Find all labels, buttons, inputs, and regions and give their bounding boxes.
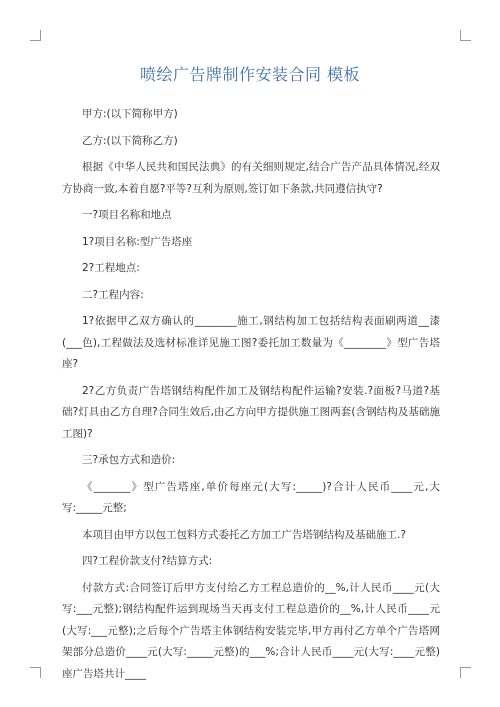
crop-mark-top-right [460, 30, 471, 41]
crop-mark-bottom-left [30, 667, 41, 678]
section-heading-4: 四?工程价款支付?结算方式: [82, 555, 213, 567]
work-content-item-1: 1?依据甲乙双方确认的________施工,钢结构加工包括结构表面刷两道__漆(___色),工程做法及选材标准详见施工图?委托加工数量为《________》型广告塔座? [62, 315, 440, 370]
crop-mark-bottom-right [460, 667, 471, 678]
party-b-line: 乙方:(以下简称乙方) [82, 134, 178, 147]
crop-mark-top-left [30, 30, 41, 41]
unit-price-paragraph: 《_______》型广告塔座,单价每座元(大写:_____)?合计人民币____元,大写:_____元整; [62, 480, 440, 514]
project-location-line: 2?工程地点: [82, 262, 140, 274]
section-heading-3: 三?承包方式和造价: [82, 454, 176, 466]
section-heading-2: 二?工程内容: [82, 288, 144, 301]
payment-terms-paragraph: 付款方式:合同签订后甲方支付给乙方工程总造价的__%,计人民币____元(大写:___元整);钢结构配件运到现场当天再支付工程总造价的__%,计人民币____元(大写:___元整);之后每个广告塔主体钢结构安装完毕,甲方再付乙方单个广告塔网架部分总造价____元(大写:_____元整)的___%;合计人民币____元(大写:____元整)座广告塔共计____ [62, 581, 440, 680]
contract-mode-paragraph: 本项目由甲方以包工包料方式委托乙方加工广告塔钢结构及基础施工.? [82, 528, 406, 541]
preamble-paragraph: 根据《中华人民共和国民法典》的有关细则规定,结合广告产品具体情况,经双方协商一致,本着自愿?平等?互利为原则,签订如下条款,共同遵信执守? [62, 161, 440, 195]
party-a-line: 甲方:(以下简称甲方) [82, 108, 178, 120]
work-content-item-2: 2?乙方负责广告塔钢结构配件加工及钢结构配件运输?安装.?面板?马道?基础?灯具由乙方自理?合同生效后,由乙方向甲方提供施工图两套(含钢结构及基础施工图)? [62, 384, 440, 440]
document-body [62, 104, 440, 685]
section-heading-1: 一?项目名称和地点 [82, 209, 172, 221]
project-name-line: 1?项目名称:型广告塔座 [82, 235, 193, 248]
document-title: 喷绘广告牌制作安装合同 模板 [139, 65, 361, 84]
